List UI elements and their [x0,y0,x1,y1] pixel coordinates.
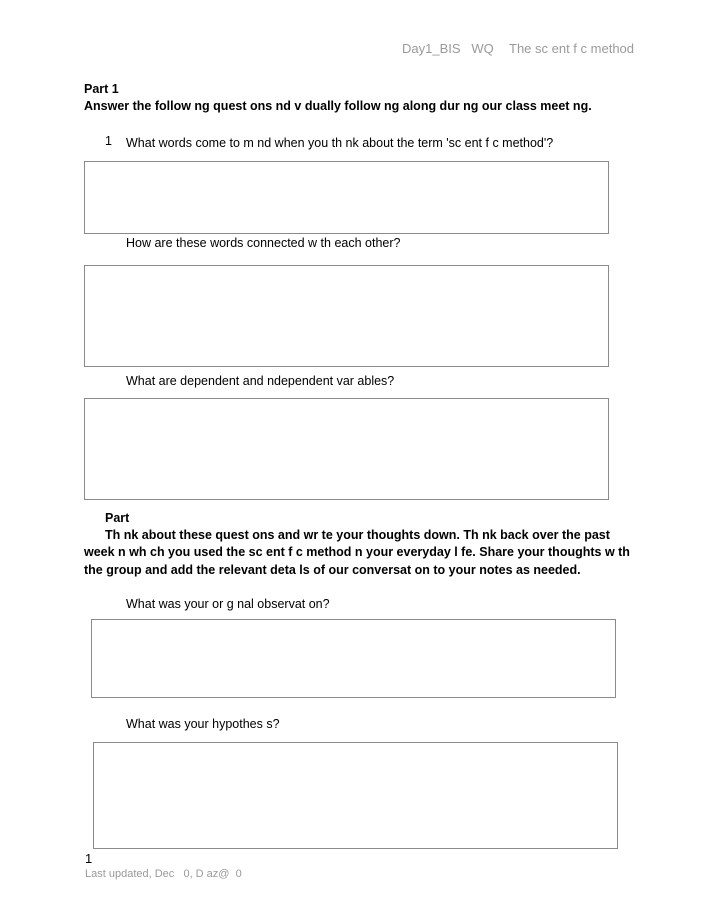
last-updated: Last updated, Dec 0, D az@ 0 [85,868,242,880]
answer-box-3[interactable] [84,398,609,500]
part1-instructions: Answer the follow ng quest ons nd v dually follow ng along dur ng our class meet ng. [84,99,592,113]
header-title: The sc ent f c method [509,41,635,56]
question-5: What was your hypothes s? [126,717,280,731]
question-1: What words come to m nd when you th nk about the term 'sc ent f c method'? [126,136,554,150]
part2-instructions-line1: Th nk about these quest ons and wr te your thoughts down. Th nk back over the past [105,528,610,542]
question-3: What are dependent and ndependent var ables? [126,374,395,388]
question-2: How are these words connected w th each other? [126,236,401,250]
answer-box-5[interactable] [93,742,618,849]
part2-instructions-line3: the group and add the relevant deta ls of our conversat on to your notes as needed. [84,563,581,577]
answer-box-4[interactable] [91,619,616,698]
answer-box-1[interactable] [84,161,609,234]
question-number: 1 [105,134,112,148]
question-4: What was your or g nal observat on? [126,597,330,611]
part2-instructions-line2: week n wh ch you used the sc ent f c method n your everyday l fe. Share your thoughts w th [84,545,630,559]
part2-heading: Part [105,511,130,525]
part1-heading: Part 1 [84,82,119,96]
answer-box-2[interactable] [84,265,609,367]
page-number: 1 [85,851,93,866]
header-course: Day1_BIS WQ [402,41,494,56]
